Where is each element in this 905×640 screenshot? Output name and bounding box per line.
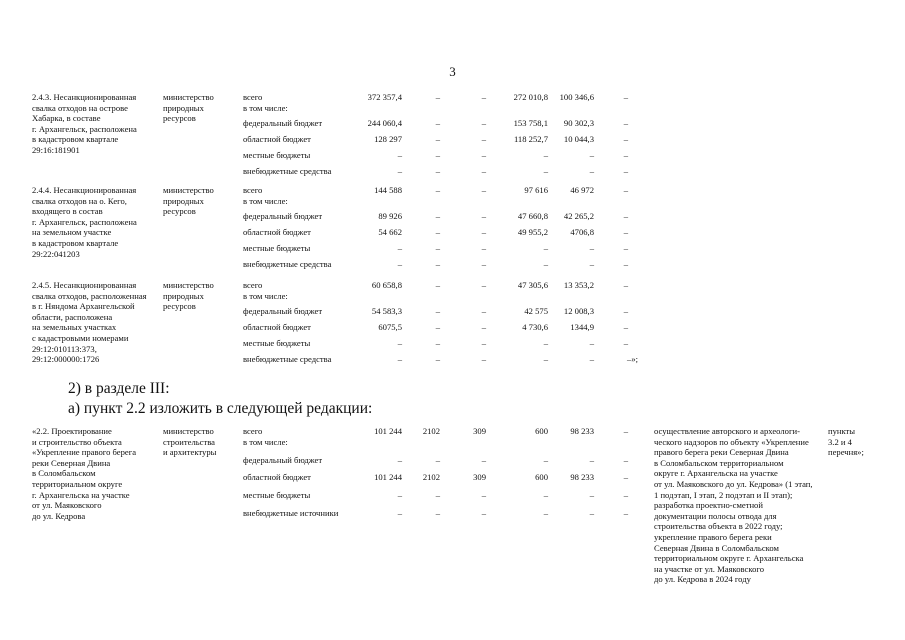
- funding-value-cell: 2102: [422, 426, 440, 436]
- funding-value-cell: 97 616: [524, 185, 548, 195]
- funding-value-cell: –: [481, 338, 486, 348]
- target-indicator-reference-line: 3.2 и 4: [828, 436, 852, 447]
- funding-value-cell: –: [623, 455, 628, 465]
- funding-source: внебюджетные средства: [243, 259, 332, 269]
- result-description-line: ческого надзоров по объекту «Укрепление: [654, 436, 809, 447]
- funding-value-cell: –: [623, 472, 628, 482]
- funding-source: местные бюджеты: [243, 490, 311, 500]
- funding-value-cell: –: [435, 354, 440, 364]
- measure-name-line: г. Архангельск, расположена: [32, 216, 137, 227]
- funding-value-cell: –: [589, 490, 594, 500]
- funding-value-cell: –: [397, 259, 402, 269]
- funding-source: в том числе:: [243, 195, 288, 206]
- measure-name-line: в кадастровом квартале: [32, 134, 119, 145]
- funding-value-cell: –: [481, 118, 486, 128]
- executor-line: строительства: [163, 436, 215, 447]
- funding-value-cell: –: [543, 150, 548, 160]
- measure-name-line: «Укрепление правого берега: [32, 447, 137, 458]
- funding-value-cell: 4 730,6: [522, 322, 548, 332]
- measure-name: [32, 185, 160, 259]
- measure-name-line: от ул. Маяковского: [32, 500, 102, 511]
- funding-value-cell: 101 244: [374, 472, 402, 482]
- funding-value-cell: –: [481, 508, 486, 518]
- funding-value-cell: 244 060,4: [367, 118, 402, 128]
- funding-value-cell: 101 244: [374, 426, 402, 436]
- funding-value-cell: –: [435, 322, 440, 332]
- funding-value-cell: –: [543, 338, 548, 348]
- funding-value-cell: –: [481, 227, 486, 237]
- measure-name: [32, 92, 160, 156]
- result-description-line: правого берега реки Северная Двина: [654, 447, 789, 458]
- result-description-line: осуществление авторского и археологи-: [654, 426, 800, 436]
- executor-line: и архитектуры: [163, 447, 217, 458]
- result-description: [654, 426, 819, 585]
- measure-name-line: на земельном участке: [32, 227, 112, 238]
- funding-value-cell: –: [589, 166, 594, 176]
- result-description-line: округе г. Архангельска на участке: [654, 468, 778, 479]
- executor-line: министерство: [163, 426, 214, 436]
- funding-value-cell: 2102: [422, 472, 440, 482]
- funding-value-cell: –: [623, 227, 628, 237]
- funding-value-cell: –: [623, 92, 628, 102]
- funding-source: федеральный бюджет: [243, 455, 323, 465]
- funding-value-cell: 54 662: [378, 227, 402, 237]
- result-description-line: разработка проектно-сметной: [654, 500, 763, 511]
- funding-value-cell: –: [481, 306, 486, 316]
- funding-value-cell: –: [589, 338, 594, 348]
- funding-value-cell: –: [543, 354, 548, 364]
- subsection-heading: а) пункт 2.2 изложить в следующей редакции:: [68, 400, 373, 417]
- funding-value-cell: –: [481, 211, 486, 221]
- measure-name-line: и строительство объекта: [32, 436, 122, 447]
- executor-line: министерство: [163, 280, 214, 290]
- funding-value-cell: –: [435, 134, 440, 144]
- funding-value-cell: 372 357,4: [367, 92, 402, 102]
- result-description-line: от ул. Маяковского до ул. Кедрова» (1 этап,: [654, 478, 813, 489]
- funding-value-cell: –: [589, 354, 594, 364]
- funding-value-cell: 272 010,8: [513, 92, 548, 102]
- funding-value-cell: –: [623, 243, 628, 253]
- measure-name: [32, 280, 160, 365]
- funding-value-cell: –: [623, 322, 628, 332]
- measure-name-line: 2.4.3. Несанкционированная: [32, 92, 137, 102]
- measure-name-line: 29:12:000000:1726: [32, 354, 100, 365]
- target-indicator-reference-line: перечня»;: [828, 447, 864, 458]
- funding-value-cell: –: [623, 211, 628, 221]
- funding-value-cell: –: [435, 490, 440, 500]
- funding-value-cell: –: [623, 508, 628, 518]
- result-description-line: территориальном округе г. Архангельска: [654, 553, 804, 564]
- result-description-line: укрепление правого берега реки: [654, 531, 772, 542]
- measure-name-line: «2.2. Проектирование: [32, 426, 112, 436]
- funding-source: областной бюджет: [243, 472, 311, 482]
- measure-name-line: до ул. Кедрова: [32, 510, 86, 521]
- measure-name-line: свалка отходов, расположенная: [32, 290, 147, 301]
- funding-value-cell: –»;: [627, 354, 638, 364]
- funding-value-cell: 153 758,1: [513, 118, 548, 128]
- funding-value-cell: –: [435, 92, 440, 102]
- funding-value-cell: 128 297: [374, 134, 402, 144]
- funding-source: местные бюджеты: [243, 338, 311, 348]
- funding-value-cell: –: [623, 426, 628, 436]
- funding-value-cell: –: [623, 166, 628, 176]
- funding-value-cell: –: [543, 243, 548, 253]
- funding-value-cell: –: [397, 354, 402, 364]
- funding-value-cell: –: [435, 211, 440, 221]
- funding-value-cell: –: [589, 259, 594, 269]
- funding-value-cell: –: [623, 134, 628, 144]
- funding-source: федеральный бюджет: [243, 306, 323, 316]
- funding-value-cell: –: [589, 508, 594, 518]
- funding-value-cell: –: [397, 150, 402, 160]
- target-indicator-reference: [828, 426, 888, 458]
- funding-value-cell: 309: [473, 472, 486, 482]
- result-description-line: на участке от ул. Маяковского: [654, 563, 764, 574]
- funding-value-cell: –: [623, 150, 628, 160]
- funding-source: федеральный бюджет: [243, 118, 323, 128]
- funding-value-cell: –: [481, 134, 486, 144]
- result-description-line: документации полосы отвода для: [654, 510, 777, 521]
- funding-source: в том числе:: [243, 102, 288, 113]
- executor: [163, 280, 238, 312]
- funding-source: в том числе:: [243, 436, 288, 447]
- funding-value-cell: –: [435, 455, 440, 465]
- funding-value-cell: –: [397, 338, 402, 348]
- measure-name-line: 2.4.5. Несанкционированная: [32, 280, 137, 290]
- result-description-line: строительства объекта в 2022 году;: [654, 521, 783, 532]
- funding-value-cell: –: [435, 306, 440, 316]
- result-description-line: в Соломбальском территориальном: [654, 457, 784, 468]
- funding-value-cell: –: [435, 280, 440, 290]
- funding-value-cell: –: [481, 166, 486, 176]
- executor-line: министерство: [163, 92, 214, 102]
- target-indicator-reference-line: пункты: [828, 426, 856, 436]
- funding-value-cell: –: [623, 338, 628, 348]
- funding-value-cell: 4706,8: [570, 227, 594, 237]
- measure-name-line: 29:12:010113:373,: [32, 343, 97, 354]
- funding-source: внебюджетные источники: [243, 508, 339, 518]
- funding-value-cell: –: [623, 185, 628, 195]
- funding-value-cell: –: [481, 92, 486, 102]
- funding-value-cell: 60 658,8: [371, 280, 402, 290]
- funding-value-cell: –: [397, 490, 402, 500]
- funding-value-cell: –: [543, 508, 548, 518]
- funding-value-cell: –: [623, 306, 628, 316]
- measure-name-line: входящего в состав: [32, 206, 103, 217]
- executor-line: ресурсов: [163, 113, 196, 124]
- funding-value-cell: –: [589, 455, 594, 465]
- measure-name-line: области, расположена: [32, 311, 113, 322]
- funding-value-cell: 600: [535, 472, 548, 482]
- measure-name-line: г. Архангельска на участке: [32, 489, 130, 500]
- funding-value-cell: 89 926: [378, 211, 402, 221]
- funding-value-cell: 46 972: [570, 185, 594, 195]
- executor-line: ресурсов: [163, 206, 196, 217]
- funding-value-cell: –: [481, 150, 486, 160]
- funding-value-cell: –: [481, 354, 486, 364]
- measure-name-line: в кадастровом квартале: [32, 237, 119, 248]
- funding-value-cell: 42 265,2: [563, 211, 594, 221]
- executor-line: природных: [163, 195, 204, 206]
- executor: [163, 185, 238, 217]
- funding-value-cell: 1344,9: [570, 322, 594, 332]
- funding-source: областной бюджет: [243, 134, 311, 144]
- funding-source: всего: [243, 426, 263, 436]
- funding-value-cell: –: [481, 280, 486, 290]
- measure-name-line: реки Северная Двина: [32, 457, 111, 468]
- executor: [163, 426, 238, 458]
- funding-value-cell: 49 955,2: [517, 227, 548, 237]
- measure-name-line: в Соломбальском: [32, 468, 96, 479]
- funding-source: всего: [243, 280, 263, 290]
- funding-value-cell: –: [435, 185, 440, 195]
- funding-source: областной бюджет: [243, 322, 311, 332]
- funding-value-cell: 47 305,6: [517, 280, 548, 290]
- measure-name-line: свалка отходов на острове: [32, 102, 128, 113]
- funding-value-cell: 12 008,3: [563, 306, 594, 316]
- funding-source: местные бюджеты: [243, 150, 311, 160]
- funding-value-cell: –: [481, 243, 486, 253]
- result-description-line: до ул. Кедрова в 2024 году: [654, 574, 751, 585]
- funding-value-cell: 6075,5: [378, 322, 402, 332]
- funding-value-cell: 42 575: [524, 306, 548, 316]
- funding-value-cell: –: [623, 490, 628, 500]
- funding-value-cell: 54 583,3: [371, 306, 402, 316]
- funding-value-cell: –: [543, 259, 548, 269]
- funding-value-cell: –: [589, 150, 594, 160]
- funding-value-cell: –: [435, 227, 440, 237]
- funding-value-cell: –: [397, 508, 402, 518]
- funding-value-cell: 144 588: [374, 185, 402, 195]
- funding-source: всего: [243, 92, 263, 102]
- measure-name-line: с кадастровыми номерами: [32, 332, 129, 343]
- funding-source: внебюджетные средства: [243, 354, 332, 364]
- measure-name-line: свалка отходов на о. Кего,: [32, 195, 127, 206]
- executor-line: ресурсов: [163, 301, 196, 312]
- funding-value-cell: –: [435, 338, 440, 348]
- funding-value-cell: –: [481, 322, 486, 332]
- measure-name-line: в г. Няндома Архангельской: [32, 301, 135, 312]
- funding-value-cell: 90 302,3: [563, 118, 594, 128]
- funding-value-cell: –: [397, 166, 402, 176]
- result-description-line: Северная Двина в Соломбальском: [654, 542, 779, 553]
- funding-value-cell: 13 353,2: [563, 280, 594, 290]
- measure-name-line: 29:16:181901: [32, 144, 80, 155]
- measure-name-line: 29:22:041203: [32, 248, 80, 259]
- measure-name-line: территориальном округе: [32, 478, 123, 489]
- funding-value-cell: –: [397, 455, 402, 465]
- executor: [163, 92, 238, 124]
- result-description-line: 1 подэтап, I этап, 2 подэтап и II этап);: [654, 489, 793, 500]
- executor-line: министерство: [163, 185, 214, 195]
- funding-value-cell: 600: [535, 426, 548, 436]
- funding-source: областной бюджет: [243, 227, 311, 237]
- funding-value-cell: –: [623, 118, 628, 128]
- funding-value-cell: 10 044,3: [563, 134, 594, 144]
- funding-value-cell: –: [435, 150, 440, 160]
- funding-source: федеральный бюджет: [243, 211, 323, 221]
- funding-value-cell: 309: [473, 426, 486, 436]
- section-heading: 2) в разделе III:: [68, 380, 170, 397]
- funding-value-cell: –: [543, 166, 548, 176]
- funding-value-cell: –: [623, 280, 628, 290]
- measure-name-line: на земельных участках: [32, 322, 117, 333]
- measure-name: [32, 426, 160, 521]
- funding-source: всего: [243, 185, 263, 195]
- measure-name-line: 2.4.4. Несанкционированная: [32, 185, 137, 195]
- executor-line: природных: [163, 290, 204, 301]
- funding-source: местные бюджеты: [243, 243, 311, 253]
- funding-value-cell: –: [589, 243, 594, 253]
- funding-value-cell: –: [397, 243, 402, 253]
- funding-value-cell: 98 233: [570, 426, 594, 436]
- funding-value-cell: –: [435, 243, 440, 253]
- funding-value-cell: –: [435, 508, 440, 518]
- funding-value-cell: 47 660,8: [517, 211, 548, 221]
- funding-value-cell: 118 252,7: [513, 134, 548, 144]
- measure-name-line: Хабарка, в составе: [32, 113, 101, 124]
- executor-line: природных: [163, 102, 204, 113]
- page-number: 3: [449, 64, 456, 79]
- measure-name-line: г. Архангельск, расположена: [32, 123, 137, 134]
- funding-value-cell: 98 233: [570, 472, 594, 482]
- funding-value-cell: –: [481, 455, 486, 465]
- funding-value-cell: –: [481, 490, 486, 500]
- funding-value-cell: –: [435, 259, 440, 269]
- funding-value-cell: –: [481, 185, 486, 195]
- funding-source: в том числе:: [243, 290, 288, 301]
- funding-value-cell: –: [623, 259, 628, 269]
- funding-value-cell: –: [543, 490, 548, 500]
- funding-source: внебюджетные средства: [243, 166, 332, 176]
- funding-value-cell: –: [481, 259, 486, 269]
- funding-value-cell: –: [543, 455, 548, 465]
- funding-value-cell: –: [435, 166, 440, 176]
- funding-value-cell: 100 346,6: [559, 92, 594, 102]
- funding-value-cell: –: [435, 118, 440, 128]
